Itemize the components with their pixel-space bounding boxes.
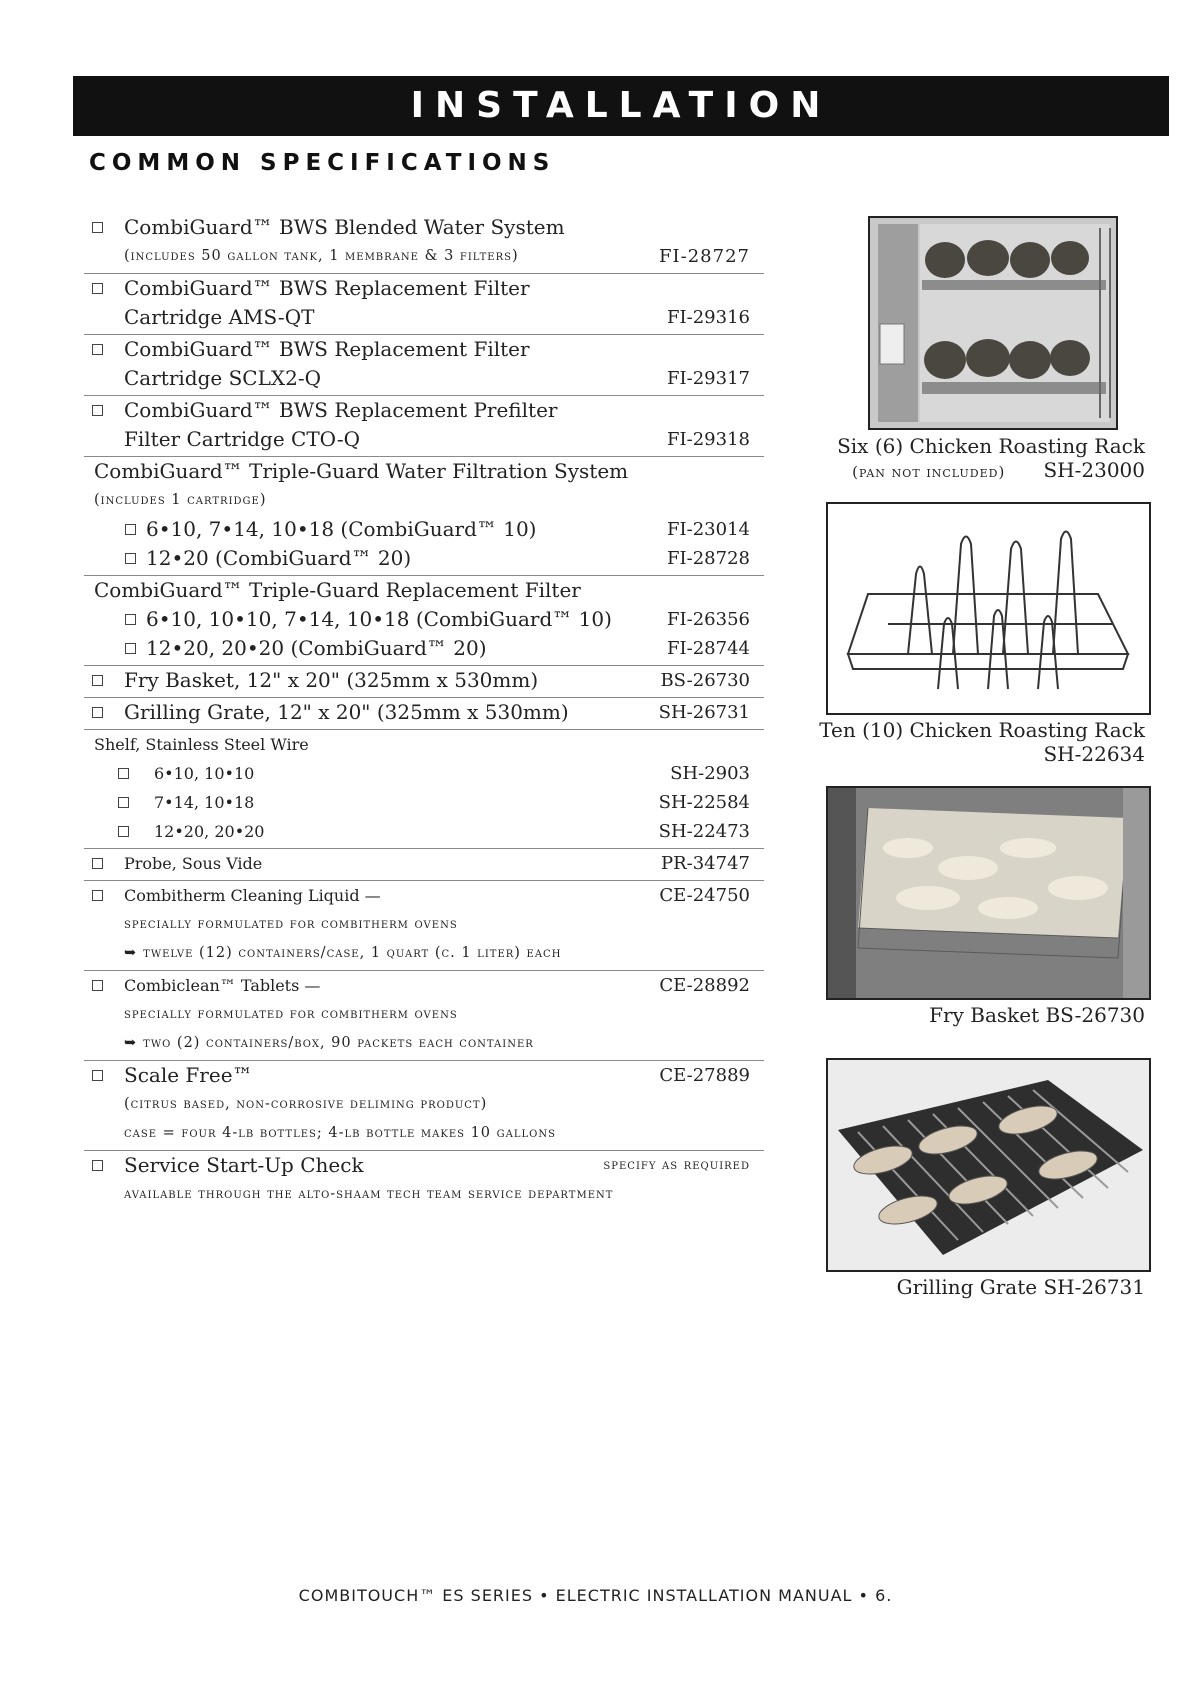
spec-description — [94, 576, 581, 605]
ten-chicken-rack-title: Ten (10) Chicken Roasting Rack — [819, 718, 1145, 742]
spec-text: 12•20 (CombiGuard™ 20) — [146, 546, 412, 570]
order-checkbox[interactable] — [92, 222, 103, 233]
spec-line — [84, 544, 764, 573]
spec-description — [124, 1000, 458, 1029]
part-number: FI-23014 — [667, 519, 750, 540]
spec-text: Cartridge AMS-QT — [124, 305, 315, 329]
spec-text: Probe, Sous Vide — [124, 854, 263, 873]
order-checkbox[interactable] — [118, 797, 129, 808]
spec-description — [154, 759, 254, 788]
spec-description — [124, 910, 458, 939]
spec-description — [124, 303, 314, 332]
spec-text: CombiGuard™ BWS Replacement Filter — [124, 337, 530, 361]
spec-line — [84, 242, 764, 271]
spec-line — [84, 1151, 764, 1180]
spec-line — [84, 425, 764, 454]
grilling-grate-caption: Grilling Grate SH-26731 — [896, 1275, 1145, 1299]
spec-text: specially formulated for combitherm ovens — [124, 916, 458, 932]
spec-text: CombiGuard™ BWS Blended Water System — [124, 215, 565, 239]
spec-description — [146, 515, 537, 544]
six-chicken-rack-code: SH-23000 — [1043, 458, 1145, 482]
spec-row — [84, 457, 764, 576]
spec-line — [84, 515, 764, 544]
spec-description — [124, 881, 381, 910]
part-number: FI-28728 — [667, 548, 750, 569]
part-number: FI-29318 — [667, 429, 750, 450]
spec-text: specially formulated for combitherm ovens — [124, 1006, 458, 1022]
part-number: FI-28744 — [667, 638, 750, 659]
part-number: CE-24750 — [659, 885, 750, 906]
spec-description — [124, 425, 360, 454]
part-number: FI-28727 — [659, 246, 750, 267]
spec-text: CombiGuard™ BWS Replacement Filter — [124, 276, 530, 300]
spec-line — [84, 274, 764, 303]
spec-text: CombiGuard™ Triple-Guard Replacement Filter — [94, 578, 581, 602]
spec-text: 6•10, 7•14, 10•18 (CombiGuard™ 10) — [146, 517, 537, 541]
spec-text: 6•10, 10•10 — [154, 764, 255, 783]
spec-line — [84, 1180, 764, 1209]
spec-line — [84, 303, 764, 332]
arrow-icon: ➥ — [124, 1035, 138, 1051]
spec-description — [124, 213, 565, 242]
spec-row — [84, 698, 764, 730]
order-checkbox[interactable] — [92, 707, 103, 718]
spec-text: (includes 1 cartridge) — [94, 492, 267, 508]
spec-description — [124, 335, 530, 364]
spec-description — [94, 486, 266, 515]
spec-row — [84, 1151, 764, 1211]
spec-row — [84, 335, 764, 396]
part-number: CE-28892 — [659, 975, 750, 996]
spec-line — [84, 396, 764, 425]
spec-row — [84, 730, 764, 849]
spec-text: Filter Cartridge CTO-Q — [124, 427, 360, 451]
spec-description — [124, 1029, 534, 1058]
order-checkbox[interactable] — [92, 1070, 103, 1081]
spec-row — [84, 274, 764, 335]
spec-text: Fry Basket, 12" x 20" (325mm x 530mm) — [124, 668, 539, 692]
spec-description — [124, 1061, 253, 1090]
spec-line — [84, 486, 764, 515]
spec-line — [84, 634, 764, 663]
spec-description — [94, 730, 309, 759]
pan-not-included-note: (pan not included) — [852, 463, 1006, 481]
spec-description — [124, 396, 557, 425]
spec-line — [84, 457, 764, 486]
order-checkbox[interactable] — [92, 405, 103, 416]
spec-line — [84, 1029, 764, 1058]
part-number: CE-27889 — [659, 1065, 750, 1086]
arrow-icon: ➥ — [124, 945, 138, 961]
ten-chicken-rack-caption — [819, 718, 1145, 766]
spec-description — [154, 817, 264, 846]
section-subheading: COMMON SPECIFICATIONS — [89, 150, 556, 176]
spec-row — [84, 971, 764, 1061]
spec-description — [124, 274, 530, 303]
order-checkbox[interactable] — [92, 980, 103, 991]
spec-text: (includes 50 gallon tank, 1 membrane & 3 filters) — [124, 248, 519, 264]
spec-description — [94, 457, 628, 486]
spec-description — [124, 971, 320, 1000]
spec-description — [124, 849, 262, 878]
spec-text: 6•10, 10•10, 7•14, 10•18 (CombiGuard™ 10) — [146, 607, 612, 631]
spec-line — [84, 605, 764, 634]
spec-row — [84, 213, 764, 274]
six-chicken-rack-title: Six (6) Chicken Roasting Rack — [837, 434, 1145, 458]
spec-text: 12•20, 20•20 (CombiGuard™ 20) — [146, 636, 487, 660]
order-checkbox[interactable] — [92, 1160, 103, 1171]
order-checkbox[interactable] — [92, 283, 103, 294]
spec-line — [84, 849, 764, 878]
six-chicken-rack-caption — [837, 434, 1145, 482]
spec-line — [84, 939, 764, 968]
order-checkbox[interactable] — [92, 675, 103, 686]
spec-row — [84, 666, 764, 698]
spec-description — [124, 939, 561, 968]
part-number: FI-29317 — [667, 368, 750, 389]
spec-text: Service Start-Up Check — [124, 1153, 364, 1177]
spec-row — [84, 1061, 764, 1151]
order-checkbox[interactable] — [125, 553, 136, 564]
spec-text: Grilling Grate, 12" x 20" (325mm x 530mm) — [124, 700, 569, 724]
spec-line — [84, 1119, 764, 1148]
spec-description — [124, 364, 321, 393]
fry-basket-caption: Fry Basket BS-26730 — [929, 1003, 1145, 1027]
spec-description — [154, 788, 254, 817]
spec-line — [84, 910, 764, 939]
order-checkbox[interactable] — [92, 890, 103, 901]
spec-text: CombiGuard™ BWS Replacement Prefilter — [124, 398, 558, 422]
spec-line — [84, 730, 764, 759]
spec-description — [124, 666, 538, 695]
specifications-list — [84, 213, 764, 1211]
part-number: specify as required — [603, 1157, 750, 1173]
order-checkbox[interactable] — [92, 344, 103, 355]
spec-line — [84, 759, 764, 788]
spec-description — [124, 698, 569, 727]
part-number: SH-22584 — [658, 792, 750, 813]
part-number: BS-26730 — [660, 670, 750, 691]
spec-description — [124, 1090, 487, 1119]
spec-text: available through the alto-shaam tech team service department — [124, 1186, 614, 1202]
spec-description — [124, 242, 519, 271]
order-checkbox[interactable] — [118, 768, 129, 779]
spec-line — [84, 213, 764, 242]
part-number: FI-29316 — [667, 307, 750, 328]
spec-description — [146, 544, 411, 573]
spec-line — [84, 817, 764, 846]
spec-text: 12•20, 20•20 — [154, 822, 265, 841]
order-checkbox[interactable] — [125, 614, 136, 625]
spec-text: Shelf, Stainless Steel Wire — [94, 735, 309, 754]
spec-row — [84, 576, 764, 666]
spec-line — [84, 881, 764, 910]
spec-description — [146, 605, 612, 634]
spec-text: Combiclean™ Tablets — — [124, 976, 321, 995]
spec-description — [124, 1180, 613, 1209]
spec-line — [84, 576, 764, 605]
spec-line — [84, 364, 764, 393]
spec-line — [84, 971, 764, 1000]
spec-line — [84, 335, 764, 364]
ten-chicken-rack-code: SH-22634 — [1043, 742, 1145, 766]
section-banner: INSTALLATION — [73, 76, 1169, 136]
order-checkbox[interactable] — [125, 643, 136, 654]
spec-description — [124, 1151, 364, 1180]
spec-row — [84, 881, 764, 971]
order-checkbox[interactable] — [125, 524, 136, 535]
spec-line — [84, 1061, 764, 1090]
spec-line — [84, 666, 764, 695]
spec-line — [84, 788, 764, 817]
fry-basket-photo — [826, 786, 1151, 1000]
part-number: PR-34747 — [660, 853, 750, 874]
spec-description — [146, 634, 487, 663]
order-checkbox[interactable] — [118, 826, 129, 837]
spec-line — [84, 1000, 764, 1029]
part-number: SH-2903 — [670, 763, 750, 784]
spec-row — [84, 396, 764, 457]
part-number: FI-26356 — [667, 609, 750, 630]
spec-text: case = four 4-lb bottles; 4-lb bottle makes 10 gallons — [124, 1125, 556, 1141]
grilling-grate-photo — [826, 1058, 1151, 1272]
spec-row — [84, 849, 764, 881]
spec-text: Cartridge SCLX2-Q — [124, 366, 321, 390]
part-number: SH-22473 — [658, 821, 750, 842]
spec-text: Combitherm Cleaning Liquid — — [124, 886, 381, 905]
spec-line — [84, 1090, 764, 1119]
page-footer: COMBITOUCH™ ES SERIES • ELECTRIC INSTALLATION MANUAL • 6. — [298, 1586, 893, 1605]
spec-description — [124, 1119, 556, 1148]
spec-text: twelve (12) containers/case, 1 quart (c. 1 liter) each — [143, 945, 562, 961]
six-chicken-rack-photo — [868, 216, 1118, 430]
spec-text: CombiGuard™ Triple-Guard Water Filtration System — [94, 459, 629, 483]
spec-text: 7•14, 10•18 — [154, 793, 255, 812]
spec-line — [84, 698, 764, 727]
order-checkbox[interactable] — [92, 858, 103, 869]
spec-text: two (2) containers/box, 90 packets each container — [143, 1035, 534, 1051]
ten-chicken-rack-photo — [826, 502, 1151, 715]
spec-text: (citrus based, non-corrosive deliming product) — [124, 1096, 488, 1112]
part-number: SH-26731 — [658, 702, 750, 723]
spec-text: Scale Free™ — [124, 1063, 253, 1087]
